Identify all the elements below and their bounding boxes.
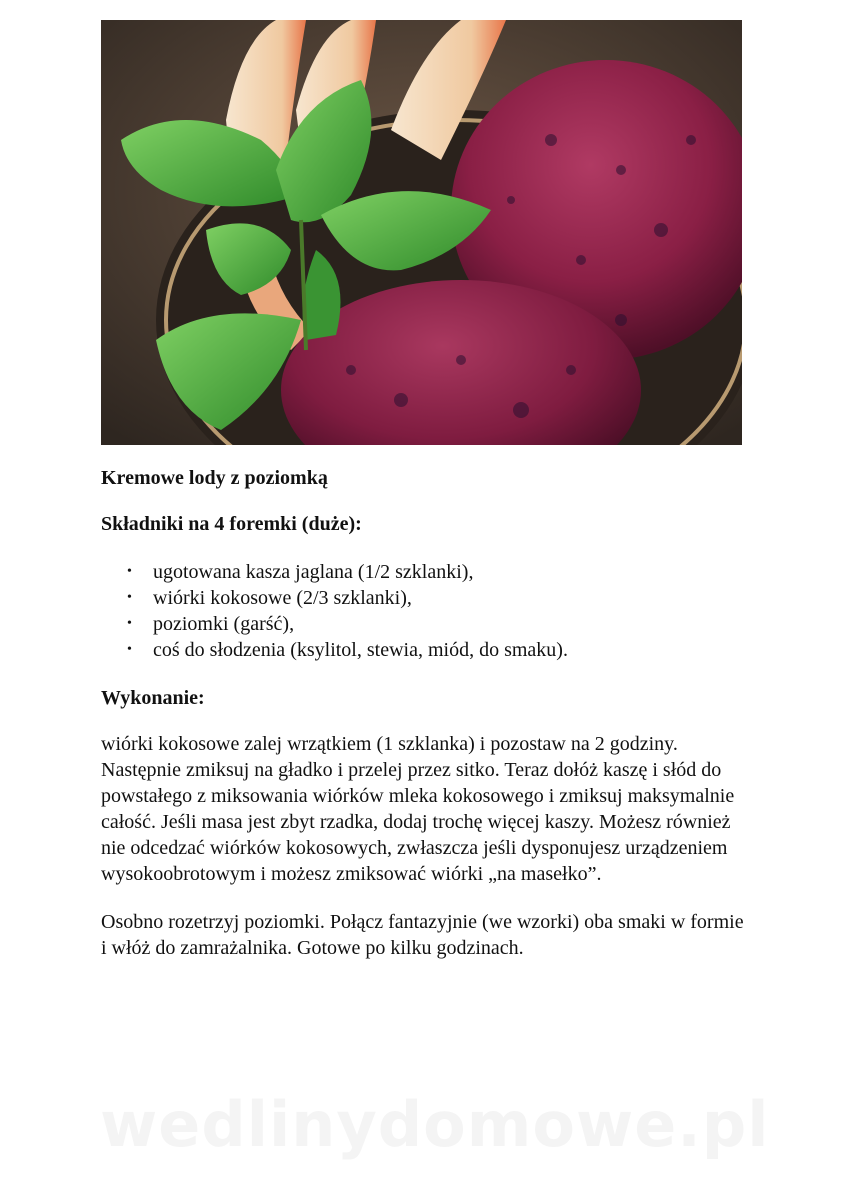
ingredient-text: coś do słodzenia (ksylitol, stewia, miód, do smaku). xyxy=(153,639,568,661)
recipe-title: Kremowe lody z poziomką xyxy=(101,467,328,489)
recipe-photo xyxy=(101,20,742,445)
bullet-icon: • xyxy=(127,616,132,631)
ingredient-text: ugotowana kasza jaglana (1/2 szklanki), xyxy=(153,561,474,583)
list-item xyxy=(127,637,751,663)
ingredients-list xyxy=(101,559,751,663)
method-paragraph: wiórki kokosowe zalej wrzątkiem (1 szklanka) i pozostaw na 2 godziny. Następnie zmiksuj na gładko i przelej przez sitko. Teraz dołóż kaszę i słód do powstałego z miksowania wiórków mleka kokosowego i zmiksuj maksymalnie całość. Jeśli masa jest zbyt rzadka, dodaj trochę więcej kaszy. Możesz również nie odcedzać wiórków kokosowych, zwłaszcza jeśli dysponujesz urządzeniem wysokoobrotowym i możesz zmiksować wiórki „na masełko”. xyxy=(101,733,735,885)
method-paragraph: Osobno rozetrzyj poziomki. Połącz fantazyjnie (we wzorki) oba smaki w formie i włóż do zamrażalnika. Gotowe po kilku godzinach. xyxy=(101,911,744,959)
list-item xyxy=(127,611,751,637)
bullet-icon: • xyxy=(127,564,132,579)
list-item xyxy=(127,559,751,585)
ingredient-text: wiórki kokosowe (2/3 szklanki), xyxy=(153,587,412,609)
bullet-icon: • xyxy=(127,590,132,605)
site-watermark: wedlinydomowe.pl xyxy=(100,1088,770,1161)
ingredients-heading: Składniki na 4 foremki (duże): xyxy=(101,513,362,535)
recipe-content xyxy=(101,465,751,961)
list-item xyxy=(127,585,751,611)
ingredient-text: poziomki (garść), xyxy=(153,613,295,635)
sorbet-illustration xyxy=(101,20,742,445)
bullet-icon: • xyxy=(127,642,132,657)
method-heading: Wykonanie: xyxy=(101,687,205,709)
